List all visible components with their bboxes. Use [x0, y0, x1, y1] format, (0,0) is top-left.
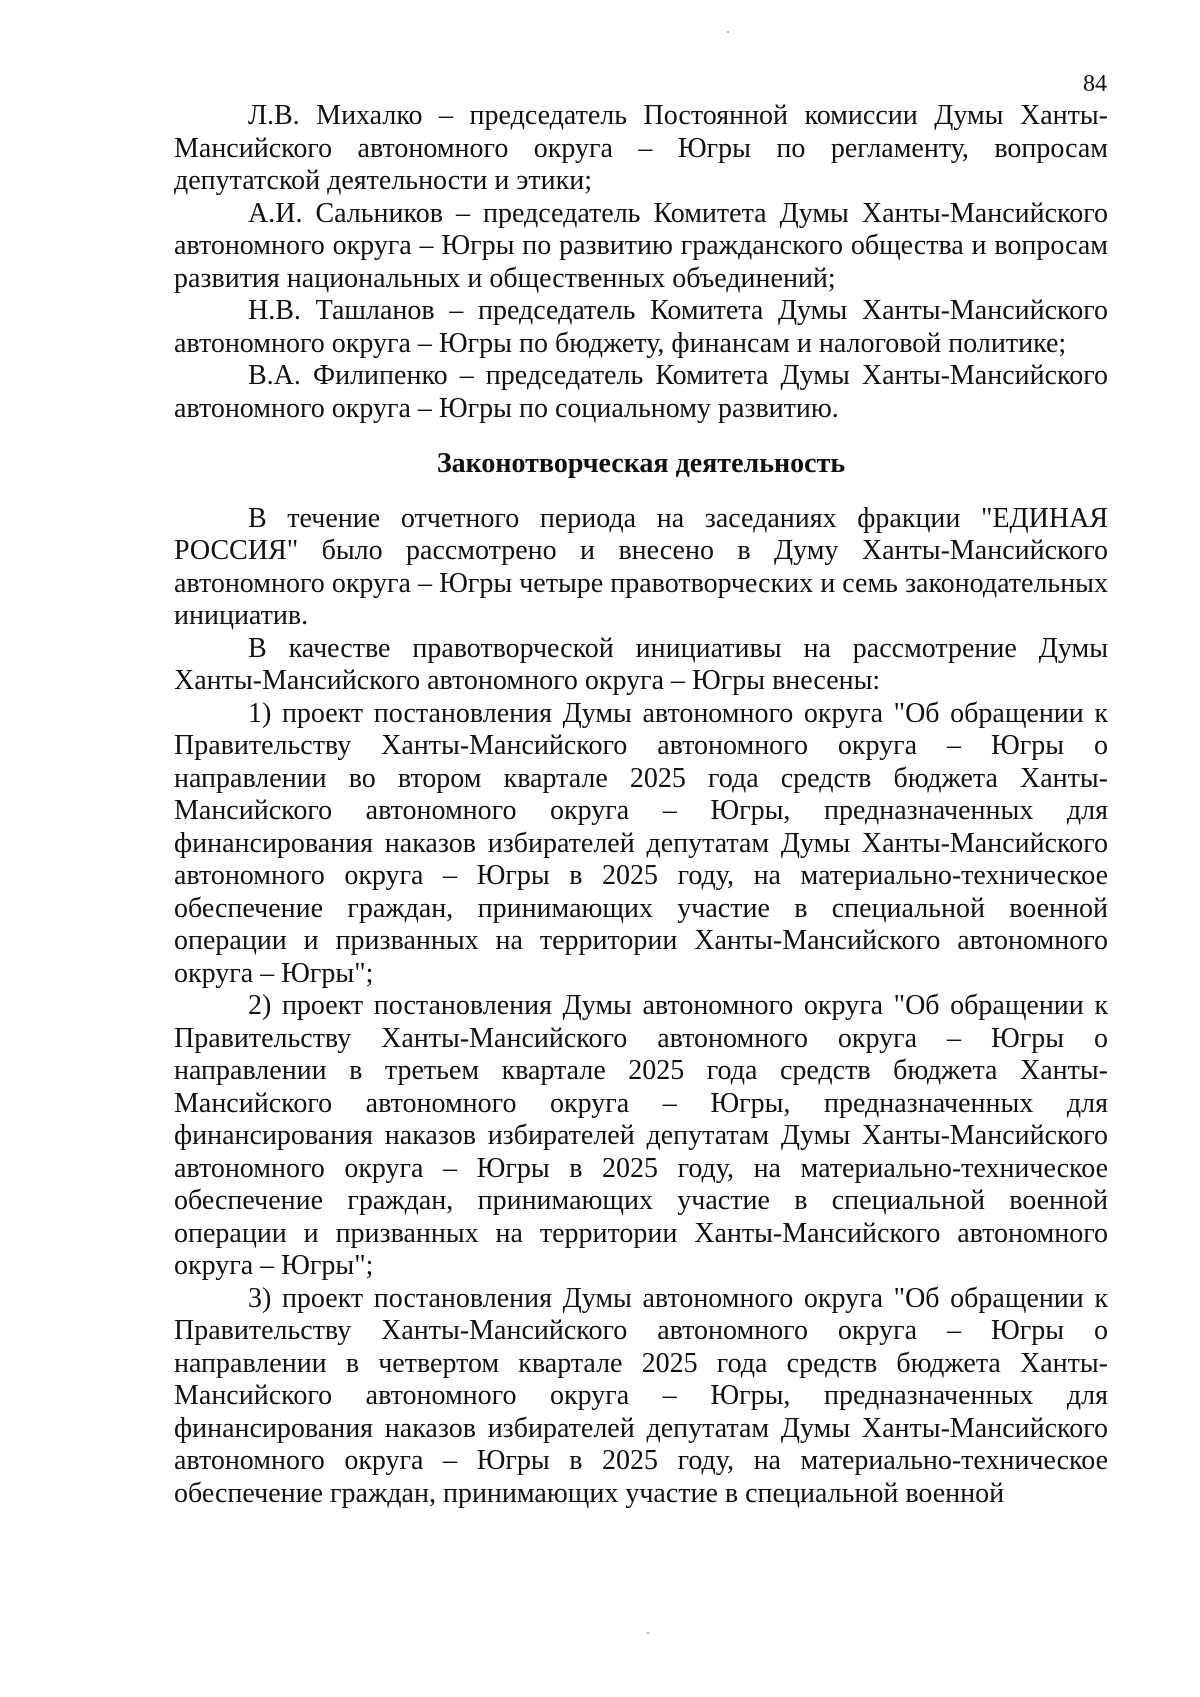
member-paragraph: Л.В. Михалко – председатель Постоянной комиссии Думы Ханты-Мансийского автономного округа – Югры по регламенту, вопросам депутатской деятельности и этики;	[174, 100, 1108, 196]
list-item: 1) проект постановления Думы автономного округа "Об обращении к Правительству Ханты-Мансийского автономного округа – Югры о направлении во втором квартале 2025 года средств бюджета Ханты-Мансийского автономного округа – Югры, предназначенных для финансирования наказов избирателей депутатам Думы Ханты-Мансийского автономного округа – Югры в 2025 году, на материально-техническое обеспечение граждан, принимающих участие в специальной военной операции и призванных на территории Ханты-Мансийского автономного округа – Югры";	[174, 697, 1108, 989]
page-number: 84	[1083, 71, 1107, 97]
scan-speck	[727, 31, 729, 33]
section-heading: Законотворческая деятельность	[436, 448, 846, 479]
lead-paragraph: В качестве правотворческой инициативы на рассмотрение Думы Ханты-Мансийского автономного округа – Югры внесены:	[174, 632, 1108, 696]
scan-speck	[647, 1632, 649, 1634]
member-paragraph: А.И. Сальников – председатель Комитета Думы Ханты-Мансийского автономного округа – Югры по развитию гражданского общества и вопросам развития национальных и общественных объединений;	[174, 197, 1108, 294]
intro-paragraph: В течение отчетного периода на заседаниях фракции "ЕДИНАЯ РОССИЯ" было рассмотрено и внесено в Думу Ханты-Мансийского автономного округа – Югры четыре правотворческих и семь законодательных инициатив.	[174, 502, 1108, 631]
document-body	[174, 100, 1108, 1510]
member-paragraph: В.А. Филипенко – председатель Комитета Думы Ханты-Мансийского автономного округа – Югры по социальному развитию.	[174, 360, 1108, 424]
member-paragraph: Н.В. Ташланов – председатель Комитета Думы Ханты-Мансийского автономного округа – Югры по бюджету, финансам и налоговой политике;	[174, 295, 1108, 359]
list-item: 2) проект постановления Думы автономного округа "Об обращении к Правительству Ханты-Мансийского автономного округа – Югры о направлении в третьем квартале 2025 года средств бюджета Ханты-Мансийского автономного округа – Югры, предназначенных для финансирования наказов избирателей депутатам Думы Ханты-Мансийского автономного округа – Югры в 2025 году, на материально-техническое обеспечение граждан, принимающих участие в специальной военной операции и призванных на территории Ханты-Мансийского автономного округа – Югры";	[174, 990, 1108, 1281]
list-item: 3) проект постановления Думы автономного округа "Об обращении к Правительству Ханты-Мансийского автономного округа – Югры о направлении в четвертом квартале 2025 года средств бюджета Ханты-Мансийского автономного округа – Югры, предназначенных для финансирования наказов избирателей депутатам Думы Ханты-Мансийского автономного округа – Югры в 2025 году, на материально-техническое обеспечение граждан, принимающих участие в специальной военной	[174, 1282, 1108, 1509]
